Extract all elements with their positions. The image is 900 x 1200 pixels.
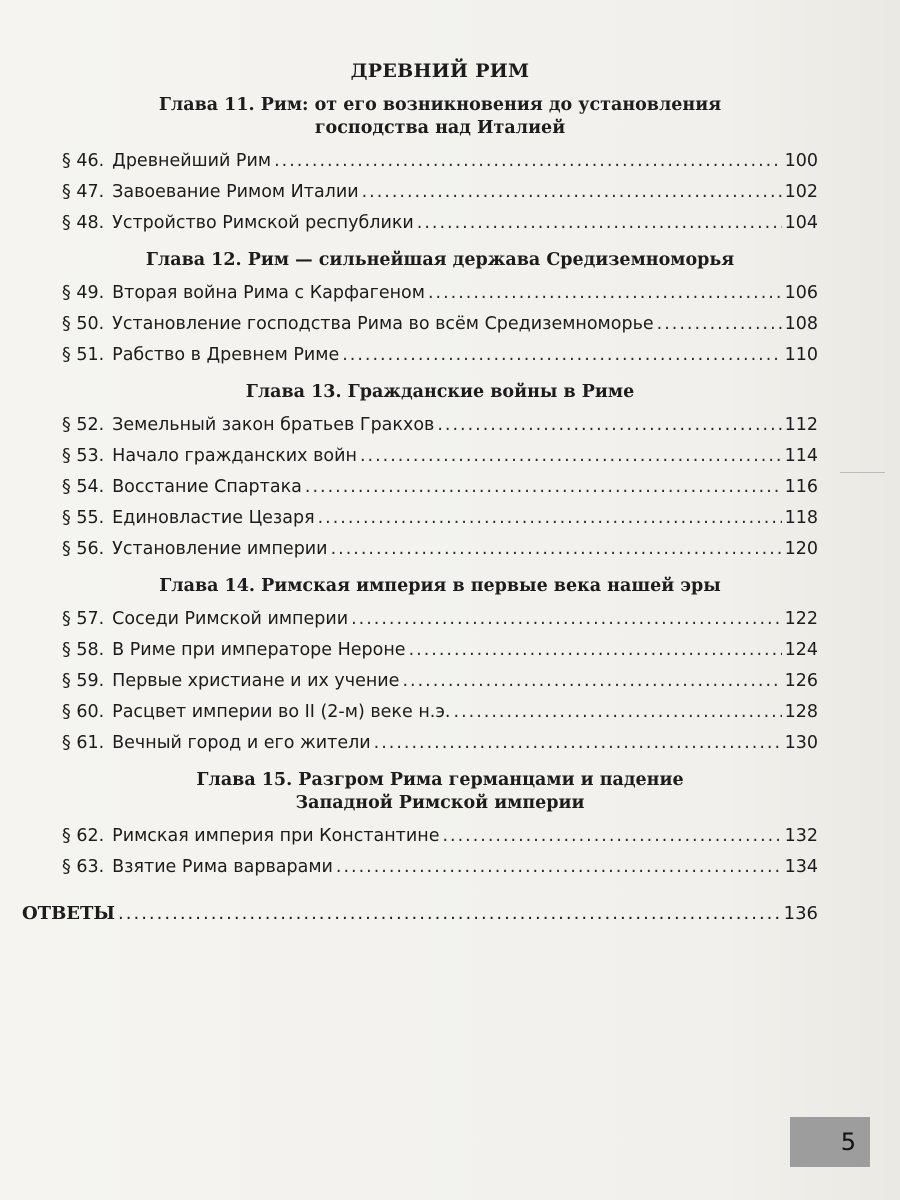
chapter-title bbox=[62, 381, 818, 404]
toc-entry[interactable] bbox=[62, 208, 818, 239]
chapter-title bbox=[62, 249, 818, 272]
leader-dots bbox=[437, 410, 781, 441]
leader-dots bbox=[442, 821, 781, 852]
section-title: Установление империи bbox=[112, 539, 328, 559]
toc-entry[interactable] bbox=[62, 410, 818, 441]
chapter-group bbox=[62, 381, 818, 565]
section-title: В Риме при императоре Нероне bbox=[112, 640, 406, 660]
leader-dots bbox=[118, 898, 781, 929]
section-number: § 63. bbox=[62, 857, 105, 877]
section-page-number: 112 bbox=[784, 415, 818, 435]
toc-entry[interactable] bbox=[62, 728, 818, 759]
leader-dots bbox=[274, 146, 782, 177]
section-number: § 50. bbox=[62, 314, 105, 334]
chapter-title-line: господства над Италией bbox=[314, 118, 566, 138]
toc-entry[interactable] bbox=[62, 534, 818, 565]
leader-dots bbox=[454, 697, 782, 728]
leader-dots bbox=[331, 534, 782, 565]
section-title: Восстание Спартака bbox=[112, 477, 302, 497]
toc-entry[interactable] bbox=[62, 340, 818, 371]
section-title: Древнейший Рим bbox=[112, 151, 272, 171]
toc-entry[interactable] bbox=[62, 503, 818, 534]
chapter-title-line: Глава 13. Гражданские войны в Риме bbox=[245, 382, 635, 402]
section-number: § 55. bbox=[62, 508, 105, 528]
toc-entry[interactable] bbox=[62, 309, 818, 340]
toc-entry[interactable] bbox=[62, 441, 818, 472]
chapter-group bbox=[62, 94, 818, 239]
section-number: § 48. bbox=[62, 213, 105, 233]
leader-dots bbox=[428, 278, 782, 309]
leader-dots bbox=[362, 177, 782, 208]
section-page-number: 100 bbox=[784, 151, 818, 171]
chapter-title-line: Глава 15. Разгром Рима германцами и падение bbox=[196, 770, 684, 790]
leader-dots bbox=[336, 852, 782, 883]
chapter-title bbox=[62, 94, 818, 140]
section-page-number: 114 bbox=[784, 446, 818, 466]
leader-dots bbox=[374, 728, 782, 759]
toc-entry[interactable] bbox=[62, 604, 818, 635]
section-page-number: 130 bbox=[784, 733, 818, 753]
section-page-number: 118 bbox=[784, 508, 818, 528]
toc-entry[interactable] bbox=[62, 635, 818, 666]
leader-dots bbox=[351, 604, 781, 635]
section-page-number: 104 bbox=[784, 213, 818, 233]
page-number: 5 bbox=[840, 1128, 856, 1156]
chapter-title bbox=[62, 575, 818, 598]
chapter-title bbox=[62, 769, 818, 815]
chapter-group bbox=[62, 769, 818, 883]
answers-label: ОТВЕТЫ bbox=[22, 903, 116, 924]
toc-entry[interactable] bbox=[62, 278, 818, 309]
section-title: Рабство в Древнем Риме bbox=[112, 345, 340, 365]
toc-entry[interactable] bbox=[62, 146, 818, 177]
section-title: Завоевание Римом Италии bbox=[112, 182, 359, 202]
leader-dots bbox=[409, 635, 782, 666]
answers-entry[interactable] bbox=[22, 898, 818, 929]
section-title: Установление господства Рима во всём Средиземноморье bbox=[112, 314, 654, 334]
answers-page-number: 136 bbox=[783, 903, 818, 924]
section-number: § 59. bbox=[62, 671, 105, 691]
section-number: § 54. bbox=[62, 477, 105, 497]
section-title: Устройство Римской республики bbox=[112, 213, 414, 233]
section-title: Первые христиане и их учение bbox=[112, 671, 400, 691]
section-number: § 53. bbox=[62, 446, 105, 466]
section-title: Соседи Римской империи bbox=[112, 609, 349, 629]
chapter-group bbox=[62, 249, 818, 371]
section-title: Римская империя при Константине bbox=[112, 826, 440, 846]
toc-entry[interactable] bbox=[62, 666, 818, 697]
section-number: § 57. bbox=[62, 609, 105, 629]
section-page-number: 108 bbox=[784, 314, 818, 334]
section-number: § 52. bbox=[62, 415, 105, 435]
section-number: § 51. bbox=[62, 345, 105, 365]
section-page-number: 126 bbox=[784, 671, 818, 691]
section-page-number: 120 bbox=[784, 539, 818, 559]
section-title: Расцвет империи во II (2-м) веке н.э. bbox=[112, 702, 451, 722]
leader-dots bbox=[360, 441, 782, 472]
section-title: Вечный город и его жители bbox=[112, 733, 371, 753]
section-number: § 46. bbox=[62, 151, 105, 171]
section-title: Земельный закон братьев Гракхов bbox=[112, 415, 435, 435]
bleed-through-mark bbox=[840, 472, 885, 473]
section-title: Начало гражданских войн bbox=[112, 446, 357, 466]
chapter-title-line: Глава 12. Рим — сильнейшая держава Средиземноморья bbox=[145, 250, 735, 270]
chapter-title-line: Глава 14. Римская империя в первые века нашей эры bbox=[159, 576, 721, 596]
section-number: § 47. bbox=[62, 182, 105, 202]
chapter-group bbox=[62, 575, 818, 759]
toc-entry[interactable] bbox=[62, 472, 818, 503]
section-number: § 60. bbox=[62, 702, 105, 722]
page-number-badge bbox=[790, 1117, 870, 1167]
section-title: Единовластие Цезаря bbox=[112, 508, 315, 528]
leader-dots bbox=[402, 666, 781, 697]
section-number: § 61. bbox=[62, 733, 105, 753]
section-number: § 56. bbox=[62, 539, 105, 559]
section-page-number: 102 bbox=[784, 182, 818, 202]
section-page-number: 116 bbox=[784, 477, 818, 497]
leader-dots bbox=[657, 309, 782, 340]
chapter-title-line: Глава 11. Рим: от его возникновения до установления bbox=[158, 95, 722, 115]
section-page-number: 124 bbox=[784, 640, 818, 660]
section-page-number: 134 bbox=[784, 857, 818, 877]
part-title: ДРЕВНИЙ РИМ bbox=[350, 60, 530, 82]
section-page-number: 110 bbox=[784, 345, 818, 365]
leader-dots bbox=[342, 340, 781, 371]
toc-entry[interactable] bbox=[62, 821, 818, 852]
leader-dots bbox=[318, 503, 782, 534]
section-title: Вторая война Рима с Карфагеном bbox=[112, 283, 425, 303]
toc-entry[interactable] bbox=[62, 697, 818, 728]
chapter-title-line: Западной Римской империи bbox=[295, 793, 585, 813]
section-number: § 58. bbox=[62, 640, 105, 660]
toc-entry[interactable] bbox=[62, 852, 818, 883]
chapter-list bbox=[62, 94, 818, 883]
section-page-number: 106 bbox=[784, 283, 818, 303]
section-page-number: 122 bbox=[784, 609, 818, 629]
toc-entry[interactable] bbox=[62, 177, 818, 208]
section-title: Взятие Рима варварами bbox=[112, 857, 333, 877]
section-page-number: 128 bbox=[784, 702, 818, 722]
leader-dots bbox=[305, 472, 782, 503]
section-number: § 49. bbox=[62, 283, 105, 303]
leader-dots bbox=[417, 208, 782, 239]
toc-content bbox=[62, 60, 818, 889]
section-number: § 62. bbox=[62, 826, 105, 846]
section-page-number: 132 bbox=[784, 826, 818, 846]
